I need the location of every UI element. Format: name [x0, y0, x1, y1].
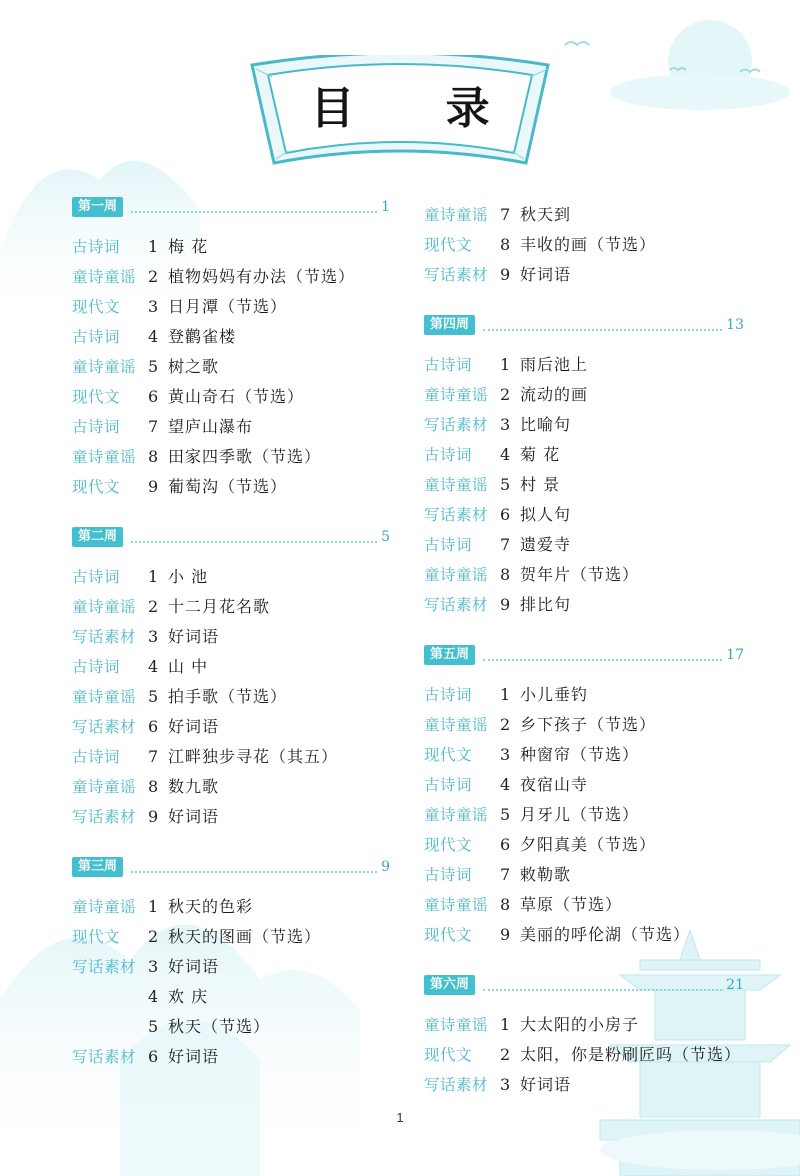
entry-number: 1 — [500, 1015, 511, 1034]
week-page-number: 1 — [381, 199, 390, 215]
category-label: 古诗词 — [424, 686, 473, 704]
toc-entry[interactable] — [424, 830, 744, 860]
entry-number: 8 — [148, 777, 159, 796]
entry-title: 秋天到 — [520, 205, 572, 224]
toc-right-column — [424, 200, 744, 1100]
toc-entry[interactable] — [424, 710, 744, 740]
entry-title: 夜宿山寺 — [520, 775, 589, 794]
entry-number: 7 — [148, 747, 159, 766]
toc-entry[interactable] — [424, 920, 744, 950]
toc-entry[interactable] — [72, 262, 390, 292]
page-title: 目 录 — [310, 83, 528, 134]
entry-title: 雨后池上 — [520, 355, 589, 374]
entry-title: 菊 花 — [520, 445, 561, 464]
entry-title: 好词语 — [520, 265, 572, 284]
dot-leader — [483, 319, 722, 331]
entry-title: 望庐山瀑布 — [168, 417, 254, 436]
entry-number: 8 — [148, 447, 159, 466]
category-label: 现代文 — [424, 1046, 473, 1064]
toc-entry[interactable] — [424, 860, 744, 890]
toc-entry[interactable] — [72, 952, 390, 982]
toc-entry[interactable] — [72, 232, 390, 262]
category-label: 写话素材 — [424, 266, 489, 284]
toc-entry[interactable] — [424, 410, 744, 440]
toc-entry[interactable] — [72, 352, 390, 382]
toc-entry[interactable] — [72, 412, 390, 442]
toc-entry[interactable] — [72, 652, 390, 682]
toc-entry[interactable] — [72, 712, 390, 742]
entry-title: 好词语 — [168, 1047, 220, 1066]
dot-leader — [483, 649, 722, 661]
entry-number: 3 — [148, 957, 159, 976]
entry-number: 5 — [500, 475, 511, 494]
week-label: 第四周 — [424, 315, 475, 335]
week-label: 第二周 — [72, 527, 123, 547]
entry-title: 小儿垂钓 — [520, 685, 589, 704]
entry-number: 7 — [500, 205, 511, 224]
category-label: 童诗童谣 — [72, 448, 137, 466]
entry-title: 美丽的呼伦湖（节选） — [520, 925, 691, 944]
entry-number: 1 — [500, 355, 511, 374]
entry-title: 山 中 — [168, 657, 209, 676]
toc-entry[interactable] — [72, 682, 390, 712]
week-header — [424, 314, 744, 336]
entry-title: 好词语 — [168, 627, 220, 646]
entry-title: 拟人句 — [520, 505, 572, 524]
entry-number: 4 — [500, 445, 511, 464]
toc-left-column — [72, 196, 390, 1072]
category-label: 古诗词 — [424, 356, 473, 374]
week-label: 第三周 — [72, 857, 123, 877]
week-page-number: 17 — [726, 647, 744, 663]
entry-number: 4 — [148, 327, 159, 346]
entry-title: 草原（节选） — [520, 895, 623, 914]
category-label: 写话素材 — [72, 1048, 137, 1066]
toc-entry[interactable] — [424, 770, 744, 800]
entry-number: 9 — [500, 265, 511, 284]
entry-title: 遗爱寺 — [520, 535, 572, 554]
entry-number: 2 — [500, 715, 511, 734]
entry-title: 黄山奇石（节选） — [168, 387, 305, 406]
entry-title: 葡萄沟（节选） — [168, 477, 288, 496]
toc-entry[interactable] — [72, 982, 390, 1012]
category-label: 古诗词 — [72, 418, 121, 436]
week-header — [424, 974, 744, 996]
toc-entry[interactable] — [72, 322, 390, 352]
entry-number: 4 — [500, 775, 511, 794]
week-label: 第一周 — [72, 197, 123, 217]
category-label: 童诗童谣 — [72, 898, 137, 916]
week-header — [424, 644, 744, 666]
category-label: 童诗童谣 — [72, 358, 137, 376]
category-label: 童诗童谣 — [424, 1016, 489, 1034]
toc-entry[interactable] — [424, 740, 744, 770]
category-label: 现代文 — [424, 236, 473, 254]
category-label: 写话素材 — [424, 1076, 489, 1094]
dot-leader — [131, 201, 377, 213]
category-label: 写话素材 — [72, 958, 137, 976]
category-label: 童诗童谣 — [72, 598, 137, 616]
entry-number: 6 — [148, 387, 159, 406]
week-page-number: 9 — [381, 859, 390, 875]
category-label: 写话素材 — [424, 596, 489, 614]
week-header — [72, 526, 390, 548]
toc-entry[interactable] — [424, 680, 744, 710]
entry-title: 敕勒歌 — [520, 865, 572, 884]
toc-entry[interactable] — [424, 440, 744, 470]
category-label: 古诗词 — [424, 776, 473, 794]
entry-title: 乡下孩子（节选） — [520, 715, 657, 734]
toc-entry[interactable] — [424, 260, 744, 290]
category-label: 古诗词 — [72, 238, 121, 256]
entry-number: 4 — [148, 987, 159, 1006]
entry-number: 6 — [500, 835, 511, 854]
entry-title: 梅 花 — [168, 237, 209, 256]
category-label: 童诗童谣 — [424, 896, 489, 914]
entry-number: 5 — [500, 805, 511, 824]
category-label: 古诗词 — [424, 866, 473, 884]
week-label: 第五周 — [424, 645, 475, 665]
dot-leader — [483, 979, 722, 991]
entry-number: 1 — [148, 567, 159, 586]
toc-entry[interactable] — [72, 802, 390, 832]
entry-title: 好词语 — [168, 717, 220, 736]
toc-entry[interactable] — [424, 380, 744, 410]
entry-number: 3 — [148, 297, 159, 316]
entry-title: 村 景 — [520, 475, 561, 494]
toc-entry[interactable] — [72, 742, 390, 772]
week-label: 第六周 — [424, 975, 475, 995]
toc-entry[interactable] — [72, 292, 390, 322]
toc-entry[interactable] — [72, 562, 390, 592]
toc-entry[interactable] — [424, 800, 744, 830]
bird-icon — [565, 42, 589, 45]
category-label: 现代文 — [72, 298, 121, 316]
week-header — [72, 856, 390, 878]
entry-title: 秋天的色彩 — [168, 897, 254, 916]
entry-number: 6 — [500, 505, 511, 524]
toc-entry[interactable] — [424, 530, 744, 560]
entry-number: 2 — [500, 385, 511, 404]
entry-number: 5 — [148, 357, 159, 376]
entry-number: 7 — [148, 417, 159, 436]
toc-entry[interactable] — [424, 890, 744, 920]
category-label: 现代文 — [72, 388, 121, 406]
entry-title: 月牙儿（节选） — [520, 805, 640, 824]
entry-number: 1 — [148, 897, 159, 916]
entry-number: 5 — [148, 687, 159, 706]
category-label: 童诗童谣 — [424, 806, 489, 824]
toc-entry[interactable] — [424, 200, 744, 230]
category-label: 写话素材 — [424, 416, 489, 434]
toc-entry[interactable] — [424, 1040, 744, 1070]
entry-number: 3 — [500, 415, 511, 434]
category-label: 写话素材 — [72, 808, 137, 826]
category-label: 现代文 — [72, 478, 121, 496]
category-label: 古诗词 — [72, 658, 121, 676]
toc-entry[interactable] — [72, 442, 390, 472]
toc-entry[interactable] — [424, 230, 744, 260]
toc-entry[interactable] — [424, 1070, 744, 1100]
category-label: 童诗童谣 — [72, 268, 137, 286]
entry-title: 贺年片（节选） — [520, 565, 640, 584]
entry-title: 小 池 — [168, 567, 209, 586]
category-label: 古诗词 — [424, 536, 473, 554]
toc-entry[interactable] — [72, 892, 390, 922]
entry-title: 大太阳的小房子 — [520, 1015, 640, 1034]
entry-number: 1 — [148, 237, 159, 256]
category-label: 童诗童谣 — [424, 716, 489, 734]
entry-number: 5 — [148, 1017, 159, 1036]
entry-number: 2 — [148, 597, 159, 616]
entry-title: 日月潭（节选） — [168, 297, 288, 316]
entry-number: 2 — [148, 267, 159, 286]
entry-title: 种窗帘（节选） — [520, 745, 640, 764]
entry-title: 数九歌 — [168, 777, 220, 796]
category-label: 写话素材 — [72, 628, 137, 646]
dot-leader — [131, 861, 377, 873]
entry-title: 丰收的画（节选） — [520, 235, 657, 254]
category-label: 现代文 — [424, 746, 473, 764]
week-page-number: 13 — [726, 317, 744, 333]
entry-title: 好词语 — [168, 807, 220, 826]
week-page-number: 21 — [726, 977, 744, 993]
category-label: 现代文 — [424, 836, 473, 854]
week-page-number: 5 — [381, 529, 390, 545]
category-label: 童诗童谣 — [424, 476, 489, 494]
entry-title: 秋天的图画（节选） — [168, 927, 322, 946]
entry-title: 夕阳真美（节选） — [520, 835, 657, 854]
category-label: 古诗词 — [72, 328, 121, 346]
entry-title: 比喻句 — [520, 415, 572, 434]
entry-number: 8 — [500, 895, 511, 914]
toc-entry[interactable] — [72, 472, 390, 502]
entry-number: 7 — [500, 865, 511, 884]
entry-title: 田家四季歌（节选） — [168, 447, 322, 466]
toc-entry[interactable] — [424, 590, 744, 620]
toc-entry[interactable] — [72, 592, 390, 622]
toc-entry[interactable] — [424, 470, 744, 500]
entry-number: 7 — [500, 535, 511, 554]
entry-number: 4 — [148, 657, 159, 676]
category-label: 童诗童谣 — [72, 688, 137, 706]
category-label: 童诗童谣 — [424, 206, 489, 224]
toc-entry[interactable] — [72, 1042, 390, 1072]
entry-title: 秋天（节选） — [168, 1017, 271, 1036]
entry-number: 6 — [148, 1047, 159, 1066]
entry-title: 太阳，你是粉刷匠吗（节选） — [520, 1045, 742, 1064]
toc-entry[interactable] — [72, 382, 390, 412]
entry-title: 排比句 — [520, 595, 572, 614]
toc-entry[interactable] — [424, 560, 744, 590]
toc-entry[interactable] — [72, 772, 390, 802]
entry-number: 9 — [500, 595, 511, 614]
toc-entry[interactable] — [424, 500, 744, 530]
entry-title: 好词语 — [168, 957, 220, 976]
category-label: 现代文 — [424, 926, 473, 944]
entry-title: 欢 庆 — [168, 987, 209, 1006]
entry-number: 2 — [500, 1045, 511, 1064]
entry-number: 9 — [148, 477, 159, 496]
toc-entry[interactable] — [424, 350, 744, 380]
category-label: 童诗童谣 — [424, 566, 489, 584]
category-label: 童诗童谣 — [424, 386, 489, 404]
entry-number: 8 — [500, 565, 511, 584]
entry-title: 好词语 — [520, 1075, 572, 1094]
category-label: 古诗词 — [72, 568, 121, 586]
cloud-shape — [610, 74, 790, 110]
entry-number: 2 — [148, 927, 159, 946]
entry-title: 树之歌 — [168, 357, 220, 376]
entry-title: 江畔独步寻花（其五） — [168, 747, 339, 766]
page-number: 1 — [396, 1110, 404, 1125]
entry-number: 9 — [500, 925, 511, 944]
category-label: 古诗词 — [72, 748, 121, 766]
entry-number: 6 — [148, 717, 159, 736]
entry-title: 流动的画 — [520, 385, 589, 404]
entry-number: 3 — [500, 1075, 511, 1094]
toc-entry[interactable] — [72, 922, 390, 952]
dot-leader — [131, 531, 377, 543]
toc-entry[interactable] — [72, 1012, 390, 1042]
entry-title: 植物妈妈有办法（节选） — [168, 267, 356, 286]
toc-entry[interactable] — [72, 622, 390, 652]
toc-entry[interactable] — [424, 1010, 744, 1040]
entry-title: 登鹳雀楼 — [168, 327, 237, 346]
category-label: 古诗词 — [424, 446, 473, 464]
category-label: 童诗童谣 — [72, 778, 137, 796]
entry-title: 拍手歌（节选） — [168, 687, 288, 706]
entry-number: 3 — [500, 745, 511, 764]
week-header — [72, 196, 390, 218]
entry-number: 1 — [500, 685, 511, 704]
entry-title: 十二月花名歌 — [168, 597, 271, 616]
entry-number: 9 — [148, 807, 159, 826]
entry-number: 3 — [148, 627, 159, 646]
entry-number: 8 — [500, 235, 511, 254]
category-label: 现代文 — [72, 928, 121, 946]
category-label: 写话素材 — [72, 718, 137, 736]
category-label: 写话素材 — [424, 506, 489, 524]
